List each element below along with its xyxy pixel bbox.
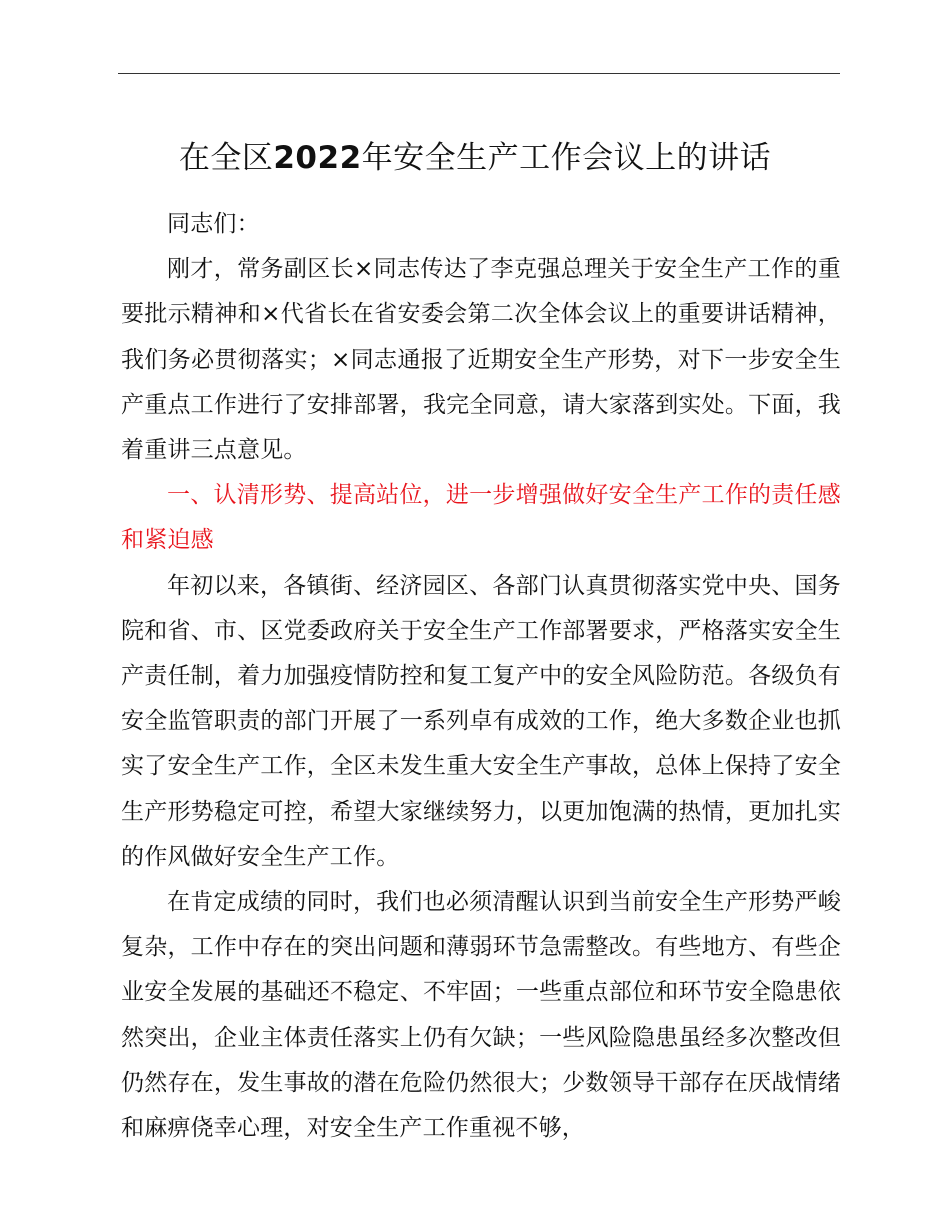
- title-prefix: 在全区: [178, 140, 274, 176]
- document-title: [0, 136, 950, 180]
- title-suffix: 年安全生产工作会议上的讲话: [361, 140, 772, 176]
- header-rule: [118, 73, 840, 74]
- document-body: [121, 202, 841, 1151]
- body-paragraph: 在肯定成绩的同时，我们也必须清醒认识到当前安全生产形势严峻复杂，工作中存在的突出问题和薄弱环节急需整改。有些地方、有些企业安全发展的基础还不稳定、不牢固；一些重点部位和环节安全隐患依然突出，企业主体责任落实上仍有欠缺；一些风险隐患虽经多次整改但仍然存在，发生事故的潜在危险仍然很大；少数领导干部存在厌战情绪和麻痹侥幸心理，对安全生产工作重视不够，: [121, 889, 841, 1142]
- body-paragraph: 刚才，常务副区长×同志传达了李克强总理关于安全生产工作的重要批示精神和×代省长在省安委会第二次全体会议上的重要讲话精神，我们务必贯彻落实；×同志通报了近期安全生产形势，对下一步安全生产重点工作进行了安排部署，我完全同意，请大家落到实处。下面，我着重讲三点意见。: [121, 256, 841, 464]
- body-paragraph: 年初以来，各镇街、经济园区、各部门认真贯彻落实党中央、国务院和省、市、区党委政府关于安全生产工作部署要求，严格落实安全生产责任制，着力加强疫情防控和复工复产中的安全风险防范。各级负有安全监管职责的部门开展了一系列卓有成效的工作，绝大多数企业也抓实了安全生产工作，全区未发生重大安全生产事故，总体上保持了安全生产形势稳定可控，希望大家继续努力，以更加饱满的热情，更加扎实的作风做好安全生产工作。: [121, 572, 841, 870]
- salutation: 同志们：: [167, 211, 260, 237]
- section-heading: 一、认清形势、提高站位，进一步增强做好安全生产工作的责任感和紧迫感: [121, 482, 841, 554]
- title-year: 2022: [273, 140, 362, 176]
